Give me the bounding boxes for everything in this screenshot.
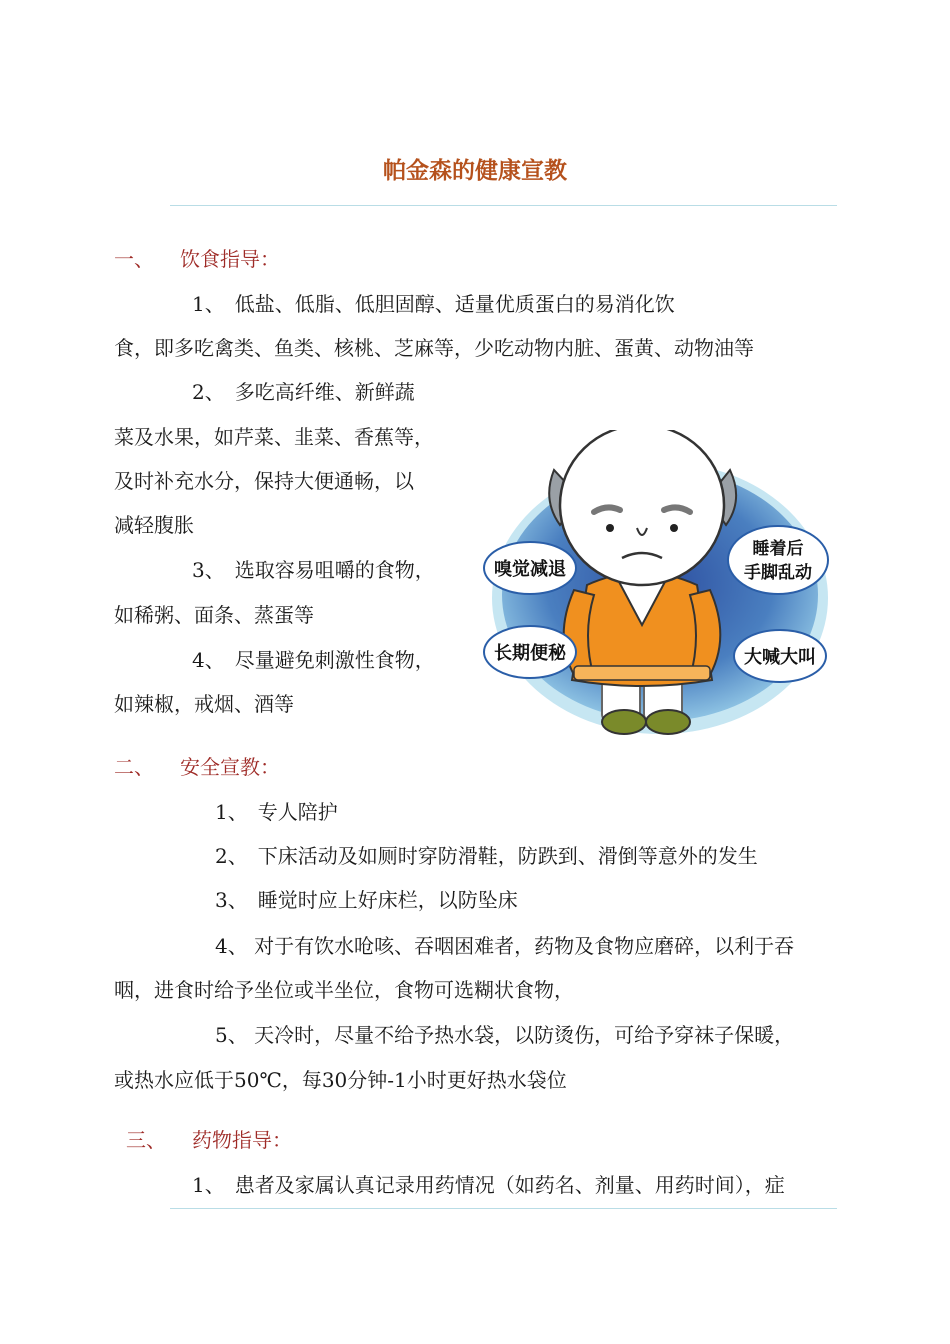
bubble-constipation: 长期便秘	[494, 643, 566, 664]
bubble-sleep-movement-line-1: 睡着后	[752, 539, 804, 559]
diet-item-2-line-1: 2、 多吃高纤维、新鲜蔬	[192, 380, 415, 404]
header-divider	[170, 205, 837, 206]
diet-item-4-line-1: 4、 尽量避免刺激性食物，	[192, 648, 435, 672]
diet-item-1-line-1: 1、 低盐、低脂、低胆固醇、适量优质蛋白的易消化饮	[192, 292, 675, 316]
parkinson-symptoms-illustration	[482, 430, 838, 748]
section-safety-heading: 安全宣教：	[180, 755, 280, 779]
safety-item-2: 2、 下床活动及如厕时穿防滑鞋，防跌到、滑倒等意外的发生	[215, 844, 758, 868]
safety-item-5-line-1: 5、 天冷时，尽量不给予热水袋，以防烫伤，可给予穿袜子保暖，	[215, 1023, 795, 1047]
footer-divider	[170, 1208, 837, 1209]
bubble-shouting: 大喊大叫	[744, 647, 816, 668]
diet-item-3-line-2: 如稀粥、面条、蒸蛋等	[114, 603, 314, 627]
bubble-smell-decline: 嗅觉减退	[494, 559, 566, 580]
safety-item-5-line-2: 或热水应低于50℃，每30分钟-1小时更好热水袋位	[114, 1068, 567, 1092]
section-diet-number: 一、	[114, 247, 154, 271]
medication-item-1-line-1: 1、 患者及家属认真记录用药情况（如药名、剂量、用药时间），症	[192, 1173, 785, 1197]
diet-item-3-line-1: 3、 选取容易咀嚼的食物，	[192, 558, 435, 582]
diet-item-1-line-2: 食，即多吃禽类、鱼类、核桃、芝麻等，少吃动物内脏、蛋黄、动物油等	[114, 336, 754, 360]
diet-item-2-line-4: 减轻腹胀	[114, 513, 194, 537]
section-safety-number: 二、	[114, 755, 154, 779]
diet-item-4-line-2: 如辣椒，戒烟、酒等	[114, 692, 294, 716]
safety-item-4-line-1: 4、 对于有饮水呛咳、吞咽困难者，药物及食物应磨碎，以利于吞	[215, 934, 795, 958]
bubble-sleep-movement-line-2: 手脚乱动	[744, 563, 812, 583]
safety-item-1: 1、 专人陪护	[215, 800, 338, 824]
diet-item-2-line-3: 及时补充水分，保持大便通畅，以	[114, 469, 414, 493]
section-diet-heading: 饮食指导：	[180, 247, 280, 271]
section-medication-number: 三、	[126, 1128, 166, 1152]
safety-item-4-line-2: 咽，进食时给予坐位或半坐位，食物可选糊状食物，	[114, 978, 574, 1002]
diet-item-2-line-2: 菜及水果，如芹菜、韭菜、香蕉等，	[114, 425, 434, 449]
section-medication-heading: 药物指导：	[192, 1128, 292, 1152]
safety-item-3: 3、 睡觉时应上好床栏，以防坠床	[215, 888, 518, 912]
page-title: 帕金森的健康宣教	[383, 158, 567, 184]
